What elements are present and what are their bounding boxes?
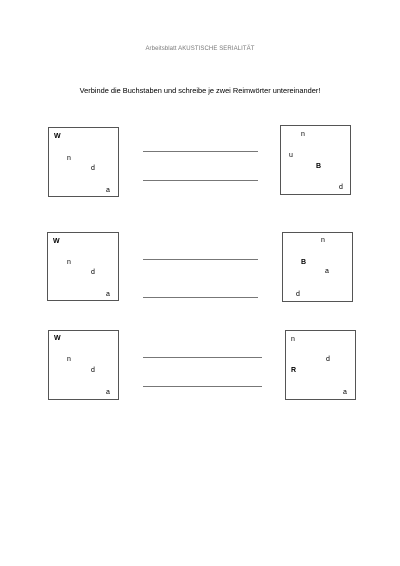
letter-u[interactable]: u	[289, 152, 293, 159]
right-letter-box-1[interactable]	[280, 125, 351, 195]
letter-n[interactable]: n	[67, 155, 71, 162]
letter-R[interactable]: R	[291, 367, 297, 374]
letter-n[interactable]: n	[321, 237, 325, 244]
left-letter-box-1[interactable]	[48, 127, 119, 197]
letter-a[interactable]: a	[325, 268, 329, 275]
letter-d[interactable]: d	[339, 184, 343, 191]
letter-d[interactable]: d	[91, 367, 95, 374]
letter-n[interactable]: n	[67, 259, 71, 266]
letter-n[interactable]: n	[291, 336, 295, 343]
letter-n[interactable]: n	[301, 131, 305, 138]
answer-line-1a[interactable]	[143, 151, 258, 152]
left-letter-box-3[interactable]	[48, 330, 119, 400]
letter-W[interactable]: W	[54, 133, 61, 140]
letter-d[interactable]: d	[296, 291, 300, 298]
letter-d[interactable]: d	[91, 165, 95, 172]
letter-W[interactable]: W	[53, 238, 60, 245]
worksheet-header: Arbeitsblatt AKUSTISCHE SERIALITÄT	[145, 46, 255, 52]
left-letter-box-2[interactable]	[47, 232, 119, 301]
right-letter-box-3[interactable]	[285, 330, 356, 400]
letter-a[interactable]: a	[106, 389, 110, 396]
instruction-text: Verbinde die Buchstaben und schreibe je zwei Reimwörter untereinander!	[79, 86, 321, 95]
letter-W[interactable]: W	[54, 335, 61, 342]
letter-d[interactable]: d	[326, 356, 330, 363]
answer-line-1b[interactable]	[143, 180, 258, 181]
right-letter-box-2[interactable]	[282, 232, 353, 302]
letter-a[interactable]: a	[343, 389, 347, 396]
letter-n[interactable]: n	[67, 356, 71, 363]
letter-B[interactable]: B	[301, 259, 307, 266]
letter-a[interactable]: a	[106, 291, 110, 298]
answer-line-3b[interactable]	[143, 386, 262, 387]
answer-line-2a[interactable]	[143, 259, 258, 260]
letter-d[interactable]: d	[91, 269, 95, 276]
letter-B[interactable]: B	[316, 163, 322, 170]
answer-line-3a[interactable]	[143, 357, 262, 358]
letter-a[interactable]: a	[106, 187, 110, 194]
answer-line-2b[interactable]	[143, 297, 258, 298]
